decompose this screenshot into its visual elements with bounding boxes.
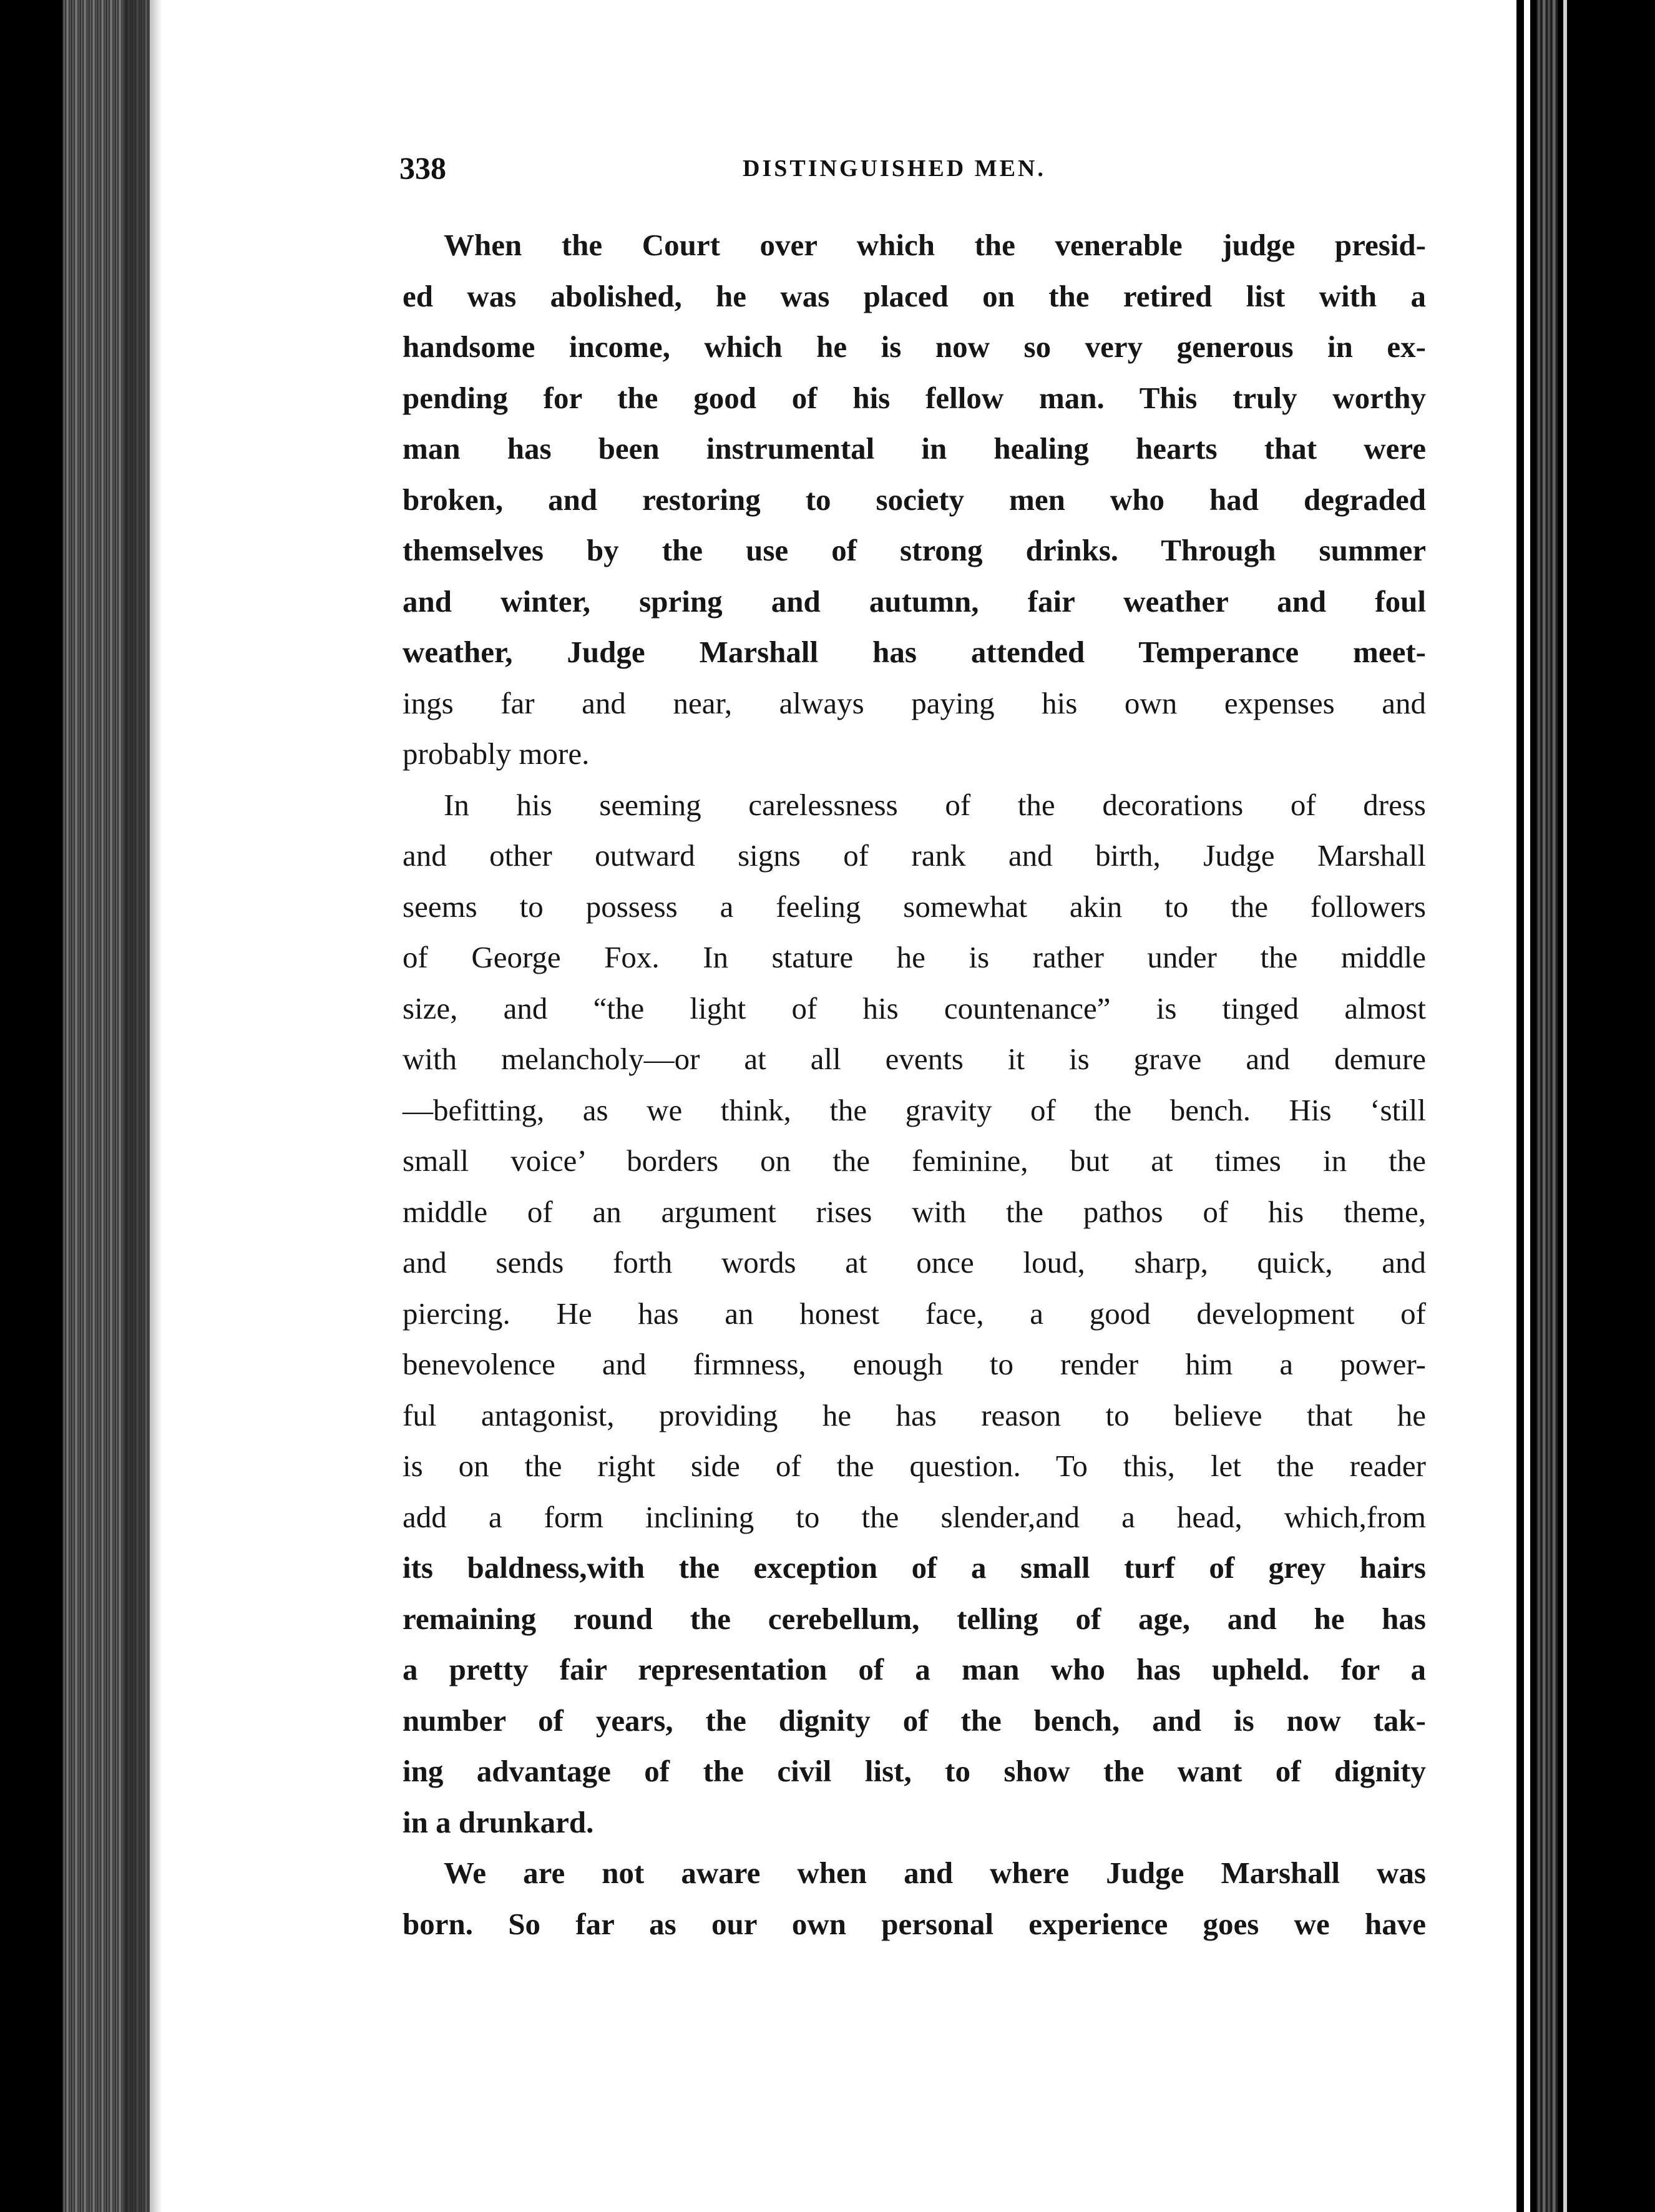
text-line: pending for the good of his fellow man. This truly worthy xyxy=(403,380,1426,415)
page-shadow xyxy=(125,0,162,2212)
text-line: remaining round the cerebellum, telling of age, and he has xyxy=(403,1601,1426,1636)
text-line: born. So far as our own personal experience goes we have xyxy=(403,1906,1426,1941)
text-line: a pretty fair representation of a man who has upheld. for a xyxy=(403,1652,1426,1686)
text-line: and other outward signs of rank and birth, Judge Marshall xyxy=(403,838,1426,873)
paragraph-2 xyxy=(403,780,1426,1848)
text-line: and winter, spring and autumn, fair weather and foul xyxy=(403,584,1426,619)
text-line: —befitting, as we think, the gravity of the bench. His ‘still xyxy=(403,1092,1426,1127)
text-line: middle of an argument rises with the pathos of his theme, xyxy=(403,1194,1426,1229)
body-text xyxy=(403,220,1426,1949)
running-title: DISTINGUISHED MEN. xyxy=(743,155,1046,182)
running-header xyxy=(399,150,1460,200)
text-line: number of years, the dignity of the bench, and is now tak- xyxy=(403,1703,1426,1738)
text-line: of George Fox. In stature he is rather under the middle xyxy=(403,940,1426,974)
paragraph-3 xyxy=(403,1847,1426,1949)
text-line: add a form inclining to the slender,and a head, which,from xyxy=(403,1499,1426,1534)
text-line: ings far and near, always paying his own expenses and xyxy=(403,685,1426,720)
text-line: seems to possess a feeling somewhat akin to the followers xyxy=(403,889,1426,924)
text-line: When the Court over which the venerable judge presid- xyxy=(444,228,1426,262)
text-line: probably more. xyxy=(403,737,590,771)
text-line: ed was abolished, he was placed on the retired list with a xyxy=(403,278,1426,313)
text-line: ing advantage of the civil list, to show the want of dignity xyxy=(403,1754,1426,1788)
gutter-edge-line xyxy=(1563,0,1567,2212)
text-line: piercing. He has an honest face, a good development of xyxy=(403,1296,1426,1331)
text-line: broken, and restoring to society men who had degraded xyxy=(403,482,1426,517)
text-line: size, and “the light of his countenance” is tinged almost xyxy=(403,991,1426,1025)
text-line: themselves by the use of strong drinks. Through summer xyxy=(403,533,1426,567)
left-scan-margin xyxy=(0,0,70,2212)
text-line: ful antagonist, providing he has reason to believe that he xyxy=(403,1397,1426,1432)
text-line: with melancholy—or at all events it is grave and demure xyxy=(403,1042,1426,1076)
text-line: its baldness,with the exception of a small turf of grey hairs xyxy=(403,1550,1426,1585)
gutter-page-edges xyxy=(1536,0,1558,2212)
text-line: weather, Judge Marshall has attended Temperance meet- xyxy=(403,635,1426,669)
text-line: In his seeming carelessness of the decorations of dress xyxy=(444,787,1426,822)
text-line: and sends forth words at once loud, sharp, quick, and xyxy=(403,1245,1426,1280)
text-line: benevolence and firmness, enough to render him a power- xyxy=(403,1347,1426,1381)
text-line: is on the right side of the question. To this, let the reader xyxy=(403,1449,1426,1483)
text-line: handsome income, which he is now so very generous in ex- xyxy=(403,330,1426,364)
text-line: in a drunkard. xyxy=(403,1804,594,1839)
text-line: small voice’ borders on the feminine, but at times in the xyxy=(403,1143,1426,1178)
text-line: We are not aware when and where Judge Marshall was xyxy=(444,1856,1426,1890)
text-line: man has been instrumental in healing hearts that were xyxy=(403,431,1426,466)
page-number: 338 xyxy=(399,150,446,185)
paragraph-1 xyxy=(403,220,1426,780)
gutter-highlight xyxy=(1524,0,1530,2212)
